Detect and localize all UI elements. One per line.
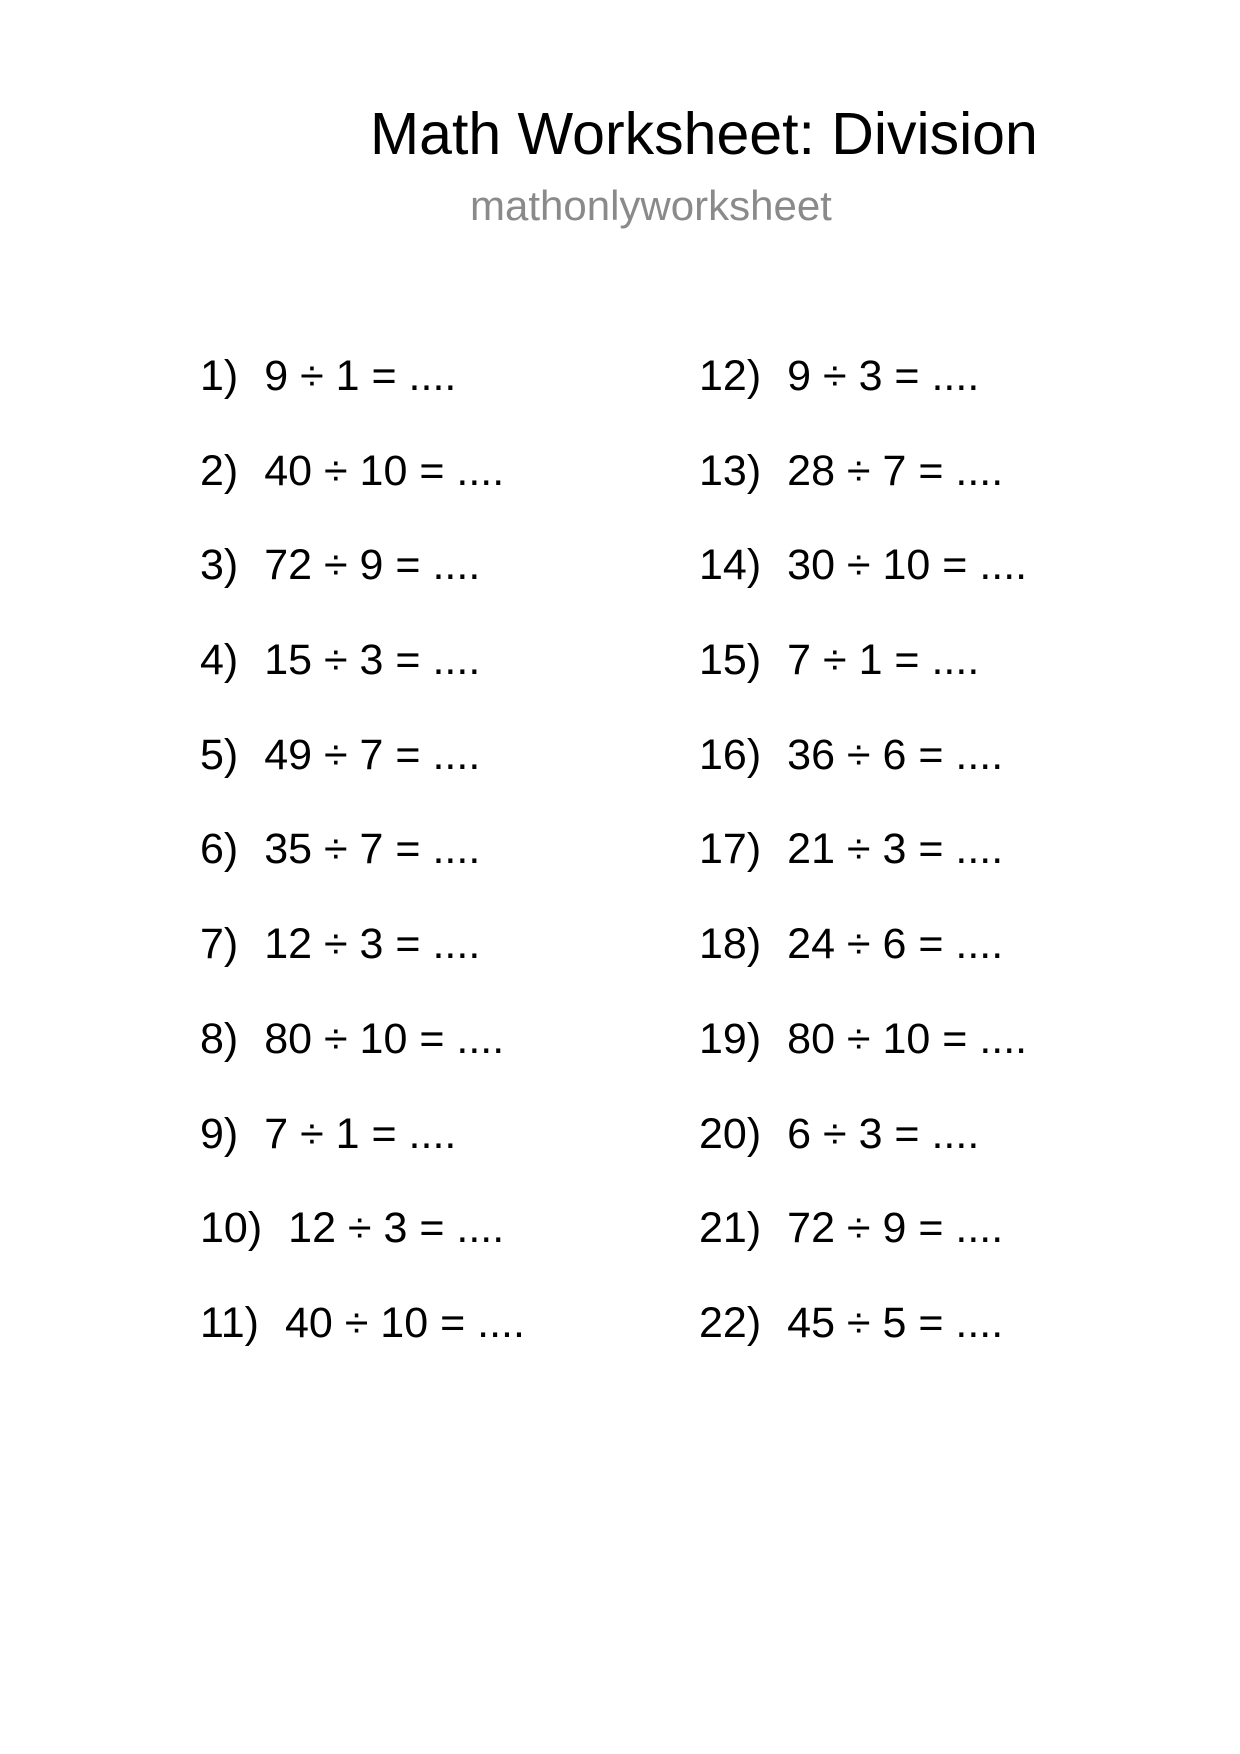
problem-column-left: [200, 348, 660, 1390]
problem-number: 22): [699, 1298, 762, 1347]
problem-number: 16): [699, 730, 762, 779]
problem-number: 3): [200, 541, 239, 590]
problem-number: 19): [699, 1014, 762, 1063]
problem-item: [200, 537, 660, 632]
problem-expression: 35 ÷ 7 = ....: [264, 825, 481, 874]
problem-expression: 9 ÷ 1 = ....: [264, 352, 457, 400]
problem-number: 21): [699, 1204, 762, 1253]
problem-expression: 7 ÷ 1 = ....: [264, 1109, 457, 1158]
problem-expression: 21 ÷ 3 = ....: [787, 825, 1004, 874]
problem-number: 15): [699, 636, 762, 685]
problem-expression: 12 ÷ 3 = ....: [288, 1204, 505, 1253]
problem-item: [699, 1106, 1159, 1201]
page-subtitle: mathonlyworksheet: [470, 182, 832, 229]
problem-number: 4): [200, 636, 239, 685]
problem-expression: 80 ÷ 10 = ....: [787, 1014, 1028, 1063]
problem-item: [200, 348, 660, 443]
problem-expression: 72 ÷ 9 = ....: [787, 1204, 1004, 1253]
problem-item: [699, 727, 1159, 822]
problem-item: [699, 821, 1159, 916]
problem-number: 18): [699, 920, 762, 969]
problem-number: 7): [200, 920, 239, 969]
problem-number: 1): [200, 352, 239, 400]
problem-expression: 7 ÷ 1 = ....: [787, 636, 980, 685]
page-title: Math Worksheet: Division: [370, 101, 1038, 167]
problem-expression: 80 ÷ 10 = ....: [264, 1014, 505, 1063]
problem-expression: 6 ÷ 3 = ....: [787, 1109, 980, 1158]
problem-expression: 45 ÷ 5 = ....: [787, 1298, 1004, 1347]
problem-item: [200, 1200, 660, 1295]
problem-number: 13): [699, 446, 762, 495]
problem-expression: 28 ÷ 7 = ....: [787, 446, 1004, 495]
problem-item: [699, 537, 1159, 632]
problem-item: [200, 727, 660, 822]
problem-number: 9): [200, 1109, 239, 1158]
problem-item: [200, 821, 660, 916]
problem-item: [200, 1106, 660, 1201]
problem-number: 2): [200, 446, 239, 495]
problem-number: 14): [699, 541, 762, 590]
problem-expression: 15 ÷ 3 = ....: [264, 636, 481, 685]
problem-column-right: [699, 348, 1159, 1390]
problem-item: [699, 348, 1159, 443]
problem-item: [200, 1295, 660, 1390]
problem-item: [699, 916, 1159, 1011]
problem-item: [200, 443, 660, 538]
problem-item: [699, 1200, 1159, 1295]
problem-expression: 9 ÷ 3 = ....: [787, 352, 980, 400]
problem-number: 20): [699, 1109, 762, 1158]
problem-item: [699, 632, 1159, 727]
problem-item: [699, 1295, 1159, 1390]
problem-number: 6): [200, 825, 239, 874]
problem-item: [200, 1011, 660, 1106]
problem-number: 11): [200, 1298, 259, 1347]
problem-item: [200, 916, 660, 1011]
problem-expression: 36 ÷ 6 = ....: [787, 730, 1004, 779]
problem-expression: 72 ÷ 9 = ....: [264, 541, 481, 590]
problem-number: 8): [200, 1014, 239, 1063]
problem-number: 5): [200, 730, 239, 779]
problem-number: 12): [699, 352, 762, 400]
problem-expression: 12 ÷ 3 = ....: [264, 920, 481, 969]
problem-item: [200, 632, 660, 727]
problem-expression: 40 ÷ 10 = ....: [284, 1298, 525, 1347]
problem-number: 17): [699, 825, 762, 874]
problem-expression: 40 ÷ 10 = ....: [264, 446, 505, 495]
problem-expression: 30 ÷ 10 = ....: [787, 541, 1028, 590]
problem-item: [699, 443, 1159, 538]
problem-expression: 49 ÷ 7 = ....: [264, 730, 481, 779]
problem-item: [699, 1011, 1159, 1106]
problem-number: 10): [200, 1204, 263, 1253]
problem-expression: 24 ÷ 6 = ....: [787, 920, 1004, 969]
